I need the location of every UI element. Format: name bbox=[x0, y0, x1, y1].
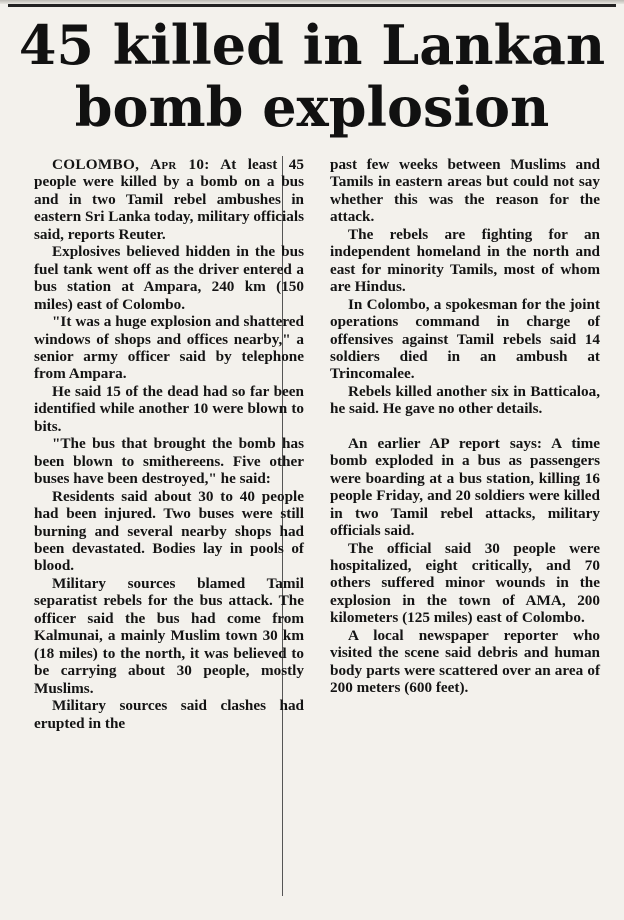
paragraph: The rebels are fighting for an independent homeland in the north and east for minority Tamils, most of whom are Hindus. bbox=[330, 225, 600, 296]
paragraph: COLOMBO, Apr 10: At least 45 people were killed by a bomb on a bus and in two Tamil rebel ambushes in eastern Sri Lanka today, military officials said, reports Reuter. bbox=[34, 156, 304, 243]
headline-line-1: 45 killed in Lankan bbox=[18, 13, 606, 77]
paragraph: Residents said about 30 to 40 people had been injured. Two buses were still burning and several nearby shops had been devastated. Bodies lay in pools of blood. bbox=[34, 487, 304, 575]
paragraph: He said 15 of the dead had so far been identified while another 10 were blown to bits. bbox=[34, 382, 304, 435]
paragraph: "It was a huge explosion and shattered windows of shops and offices nearby," a senior army officer said by telephone from Ampara. bbox=[34, 313, 304, 383]
paragraph: The official said 30 people were hospitalized, eight critically, and 70 others suffered minor wounds in the explosion in the town of AMA, 200 kilometers (125 miles) east of Colombo. bbox=[330, 539, 600, 627]
paragraph: Military sources blamed Tamil separatist rebels for the bus attack. The officer said the bus had come from Kalmunai, a mainly Muslim town 30 km (18 miles) to the north, it was believed to be carrying about 30 people, mostly Muslims. bbox=[34, 574, 304, 697]
paragraph: Military sources said clashes had erupted in the bbox=[34, 697, 304, 732]
paragraph: A local newspaper reporter who visited the scene said debris and human body parts were scattered over an area of 200 meters (600 feet). bbox=[330, 626, 600, 697]
right-column bbox=[330, 156, 600, 697]
paragraph: "The bus that brought the bomb has been blown to smithereens. Five other buses have been destroyed," he said: bbox=[34, 435, 304, 488]
headline-line-2: bomb explosion bbox=[74, 75, 550, 139]
ap-report-paragraph: An earlier AP report says: A time bomb exploded in a bus as passengers were boarding at a bus station, killing 16 people Friday, and 20 soldiers were killed in two Tamil rebel attacks, military officials said. bbox=[330, 434, 600, 540]
article-body bbox=[34, 156, 604, 908]
dateline: COLOMBO, Apr 10: bbox=[52, 156, 210, 173]
paragraph: past few weeks between Muslims and Tamils in eastern areas but could not say whether this was the reason for the attack. bbox=[330, 156, 600, 226]
headline bbox=[10, 14, 614, 138]
paragraph: Rebels killed another six in Batticaloa, he said. He gave no other details. bbox=[330, 382, 600, 418]
paragraph: In Colombo, a spokesman for the joint operations command in charge of offensives against Tamil rebels said 14 soldiers died in an ambush at Trincomalee. bbox=[330, 295, 600, 383]
left-column bbox=[34, 156, 304, 732]
paragraph: Explosives believed hidden in the bus fuel tank went off as the driver entered a bus station at Ampara, 240 km (150 miles) east of Colombo. bbox=[34, 243, 304, 313]
top-rule bbox=[8, 4, 616, 7]
